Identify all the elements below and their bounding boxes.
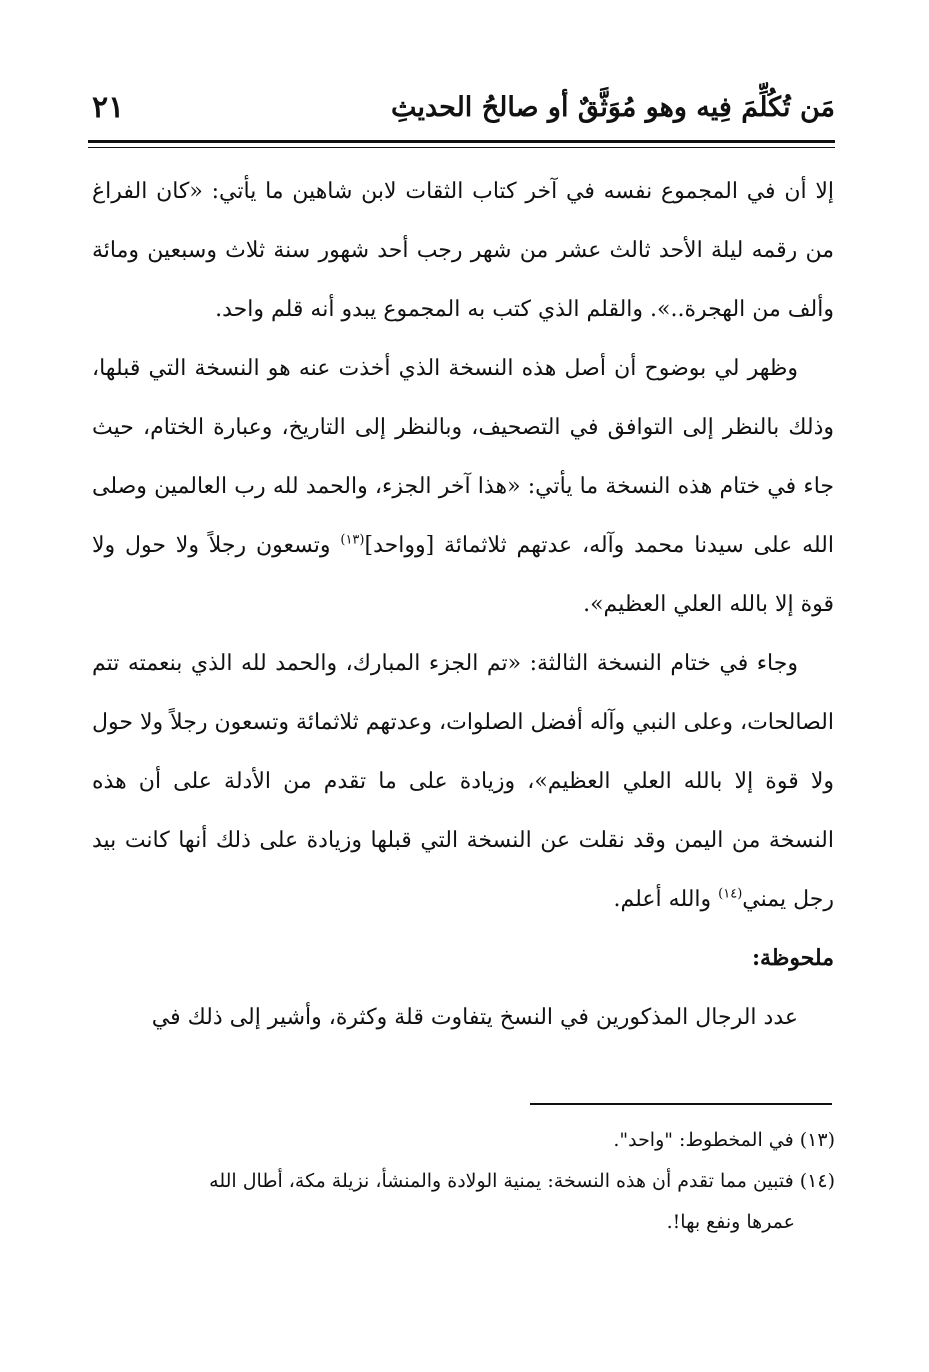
- paragraph-3: [92, 634, 834, 929]
- header-rule-thick: [88, 140, 835, 143]
- footnote-14: (١٤) فتبين مما تقدم أن هذه النسخة: يمنية الولادة والمنشأ، نزيلة مكة، أطال الله: [209, 1170, 835, 1192]
- page-header: [88, 92, 835, 132]
- paragraph-3-text-a: وجاء في ختام النسخة الثالثة: «تم الجزء المبارك، والحمد لله الذي بنعمته تتم الصالحات، وعلى النبي وآله أفضل الصلوات، وعدتهم ثلاثمائة وتسعون رجلاً ولا حول ولا قوة إلا بالله العلي العظيم»، وزيادة على ما تقدم من الأدلة على أن هذه النسخة من اليمن وقد نقلت عن النسخة التي قبلها وزيادة على ذلك أنها كانت بيد رجل يمني: [92, 651, 834, 912]
- paragraph-4: عدد الرجال المذكورين في النسخ يتفاوت قلة وكثرة، وأشير إلى ذلك في: [151, 1005, 798, 1030]
- footnote-ref-14: (١٤): [718, 886, 743, 902]
- paragraph-1: إلا أن في المجموع نفسه في آخر كتاب الثقات لابن شاهين ما يأتي: «كان الفراغ من رقمه ليلة الأحد ثالث عشر من شهر رجب أحد شهور سنة ثلاث وسبعين ومائة وألف من الهجرة..». والقلم الذي كتب به المجموع يبدو أنه قلم واحد.: [92, 179, 834, 322]
- running-title: مَن تُكُلِّمَ فِيه وهو مُوَثَّقٌ أو صالحُ الحديثِ: [390, 92, 835, 123]
- paragraph-2-text-a: وظهر لي بوضوح أن أصل هذه النسخة الذي أخذت عنه هو النسخة التي قبلها، وذلك بالنظر إلى التوافق في التصحيف، وبالنظر إلى التاريخ، وعبارة الختام، حيث جاء في ختام هذه النسخة ما يأتي: «هذا آخر الجزء، والحمد لله رب العالمين وصلى الله على سيدنا محمد وآله، عدتهم ثلاثمائة [وواحد]: [92, 356, 835, 558]
- footnote-13: (١٣) في المخطوط: "واحد".: [613, 1129, 835, 1151]
- paragraph-3-text-b: والله أعلم.: [613, 887, 719, 912]
- main-text: [92, 162, 834, 1047]
- page-number: ٢١: [92, 90, 125, 125]
- footnote-14-continued: عمرها ونفع بها!.: [666, 1211, 795, 1233]
- section-heading: ملحوظة:: [751, 945, 834, 971]
- paragraph-2: [92, 339, 834, 634]
- footnotes: [88, 1120, 835, 1243]
- footnote-separator: [530, 1103, 832, 1105]
- footnote-ref-13: (١٣): [340, 532, 365, 548]
- header-rule-thin: [88, 147, 835, 148]
- paragraph-2-text-b: وتسعون رجلاً ولا حول ولا قوة إلا بالله العلي العظيم».: [92, 533, 834, 617]
